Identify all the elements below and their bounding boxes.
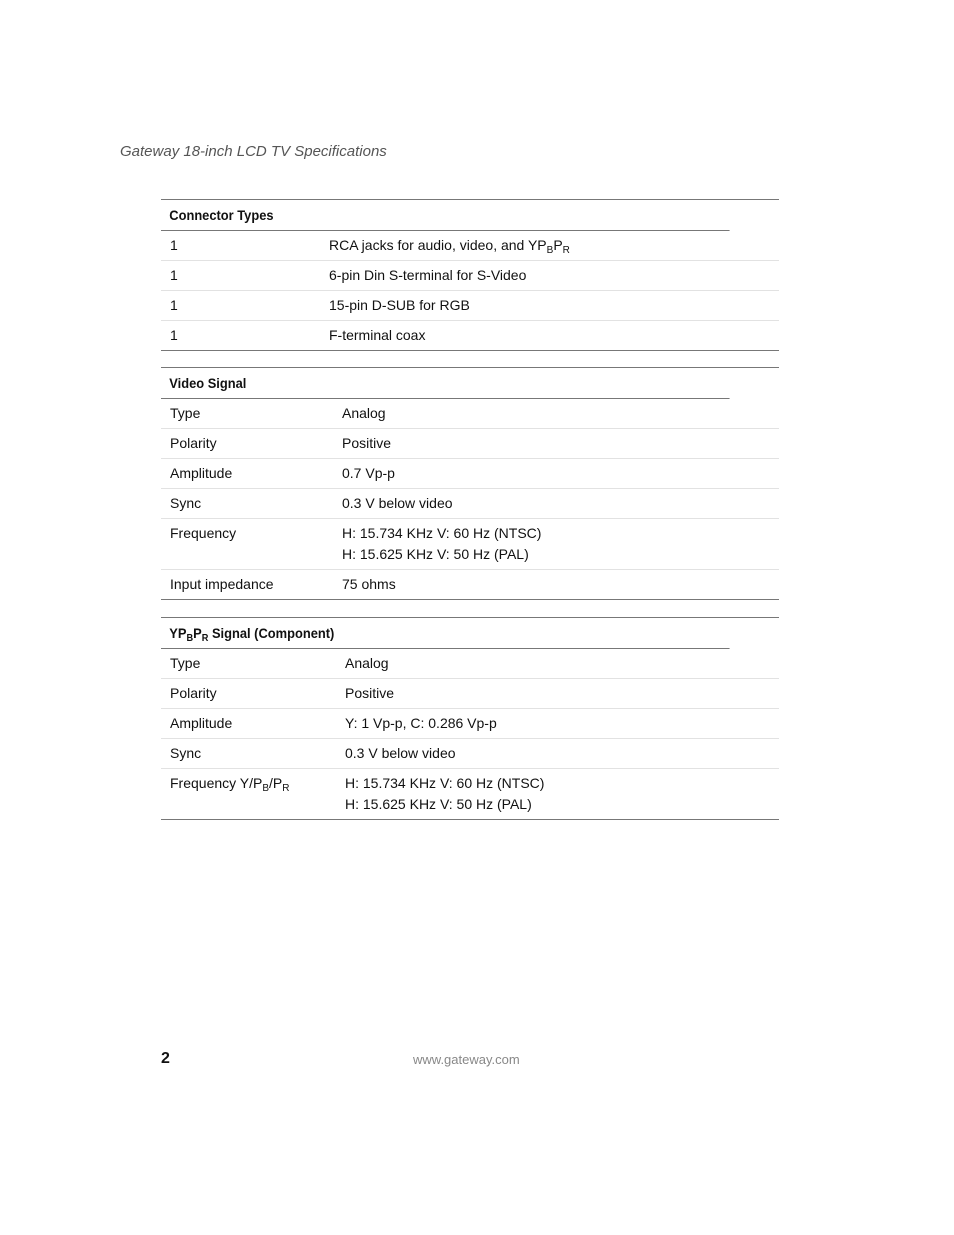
spec-value: Analog	[342, 405, 386, 421]
spec-label: Input impedance	[170, 576, 274, 592]
spec-value-line: H: 15.734 KHz V: 60 Hz (NTSC)	[345, 775, 545, 791]
table-row	[161, 569, 779, 599]
spec-value: Positive	[342, 435, 392, 451]
table-row	[161, 290, 779, 320]
table-row	[161, 428, 779, 458]
spec-value: 0.7 Vp-p	[342, 465, 395, 481]
spec-value: Y: 1 Vp-p, C: 0.286 Vp-p	[345, 715, 497, 731]
spec-value: 0.3 V below video	[342, 495, 453, 511]
spec-value-line: H: 15.625 KHz V: 50 Hz (PAL)	[342, 546, 529, 562]
spec-value: Analog	[345, 655, 389, 671]
table-row	[161, 320, 779, 350]
table-row	[161, 678, 779, 708]
video-signal-heading: Video Signal	[161, 368, 730, 399]
connector-qty: 1	[170, 327, 178, 343]
spec-label: Frequency $Y/P_B/P_R$	[170, 775, 290, 794]
spec-value-line: H: 15.734 KHz V: 60 Hz (NTSC)	[342, 525, 542, 541]
spec-label: Polarity	[170, 435, 217, 451]
running-head: Gateway 18-inch LCD TV Specifications	[120, 143, 387, 160]
component-signal-heading: $YP_BP_R$ Signal (Component)	[161, 618, 730, 649]
table-row	[161, 708, 779, 738]
footer-url: www.gateway.com	[413, 1052, 520, 1067]
spec-value: 75 ohms	[342, 576, 396, 592]
table-row	[161, 768, 779, 819]
connector-desc: F-terminal coax	[329, 327, 426, 343]
spec-value: Positive	[345, 685, 395, 701]
table-row	[161, 649, 779, 678]
spec-label: Amplitude	[170, 465, 233, 481]
table-row	[161, 399, 779, 428]
connector-types-heading: Connector Types	[161, 200, 730, 231]
component-signal-table	[161, 617, 779, 820]
spec-label: Type	[170, 655, 201, 671]
spec-value-line: H: 15.625 KHz V: 50 Hz (PAL)	[345, 796, 532, 812]
table-row	[161, 488, 779, 518]
connector-desc: RCA jacks for audio, video, and $YP_BP_R$	[329, 237, 570, 256]
connector-types-table	[161, 199, 779, 351]
spec-label: Amplitude	[170, 715, 233, 731]
table-row	[161, 260, 779, 290]
spec-label: Sync	[170, 745, 202, 761]
page-number: 2	[161, 1050, 170, 1067]
table-row	[161, 518, 779, 569]
connector-desc: 15-pin D-SUB for RGB	[329, 297, 470, 313]
spec-label: Frequency	[170, 525, 237, 541]
spec-value	[345, 773, 770, 815]
spec-value	[342, 523, 770, 565]
spec-label: Polarity	[170, 685, 217, 701]
table-row	[161, 458, 779, 488]
spec-value: 0.3 V below video	[345, 745, 456, 761]
table-row	[161, 231, 779, 260]
video-signal-table	[161, 367, 779, 600]
connector-qty: 1	[170, 297, 178, 313]
table-row	[161, 738, 779, 768]
connector-qty: 1	[170, 267, 178, 283]
spec-label: Sync	[170, 495, 202, 511]
connector-desc: 6-pin Din S-terminal for S-Video	[329, 267, 527, 283]
spec-label: Type	[170, 405, 201, 421]
connector-qty: 1	[170, 237, 178, 253]
